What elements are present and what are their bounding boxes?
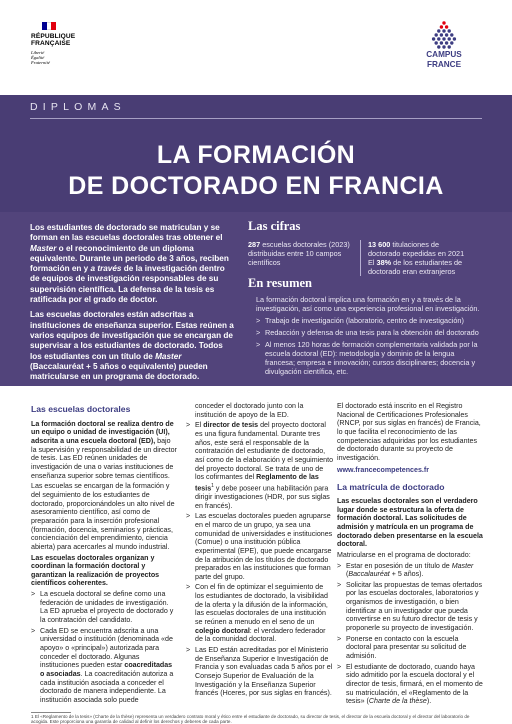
logo-dot: [442, 37, 445, 40]
resumen-title: En resumen: [248, 276, 313, 290]
logo-dot: [435, 33, 438, 36]
motto-fraternite: Fraternité: [31, 60, 50, 66]
resumen-intro: La formación doctoral implica una formación en y a través de la investigación, así como una experiencia profesional en investigación.: [256, 295, 480, 313]
cifras-title: Las cifras: [248, 219, 301, 233]
stat-titulaciones: 13 600 titulaciones de doctorado expedidas en 2021 El 38% de los estudiantes de doctorado eran extranjeros: [360, 240, 472, 276]
logo-dot: [432, 37, 435, 40]
french-flag-icon: [42, 22, 56, 30]
column-middle: conceder el doctorado junto con la institución de apoyo de la ED. > El director de tesis del proyecto doctoral es una figura fundamental. Durante tres años, este será el responsable de la contratación del estudiante de doctorado, así como de la elaboración y el seguimiento del proyecto doctoral. Se trata de uno de los cofirmantes del Reglamento de las tesis$^1$ y debe poseer una habilitación para dirigir investigaciones (HDR, por sus siglas en francés). > Las escuelas doctorales pueden agruparse en el marco de un grupo, ya sea una comunidad de universidades e instituciones (Comue) o una institución pública experimental (EPE), que puede encargarse de la atribución de los títulos de doctorado preparados en las instituciones que forman parte del grupo. > Con el fin de optimizar el seguimiento de los estudiantes de doctorado, la visibilidad de la oferta y la difusión de la información, las escuelas doctorales de una institución se reúnen a menudo en el seno de un colegio doctoral: el verdadero federador de la comunidad doctoral. > Las ED están acreditadas por el Ministerio de Enseñanza Superior e Investigación de Francia y son evaluadas cada 5 años por el Consejo Superior de Evaluación de la Investigación y la Enseñanza Superior francés (Hceres, por sus siglas en francés).: [186, 402, 334, 698]
logo-dot: [448, 45, 451, 48]
motto-egalite: Égalité: [31, 55, 45, 61]
page-title-line2: DE DOCTORADO EN FRANCIA: [68, 172, 444, 200]
rf-name-line1: RÉPUBLIQUE: [31, 33, 76, 40]
logo-dot: [442, 29, 445, 32]
logo-dot: [442, 45, 445, 48]
logo-dot: [453, 37, 456, 40]
list-item: > Las ED están acreditadas por el Ministerio de Enseñanza Superior e Investigación de Francia y son evaluadas cada 5 años por el Consejo Superior de Evaluación de la Investigación y la Enseñanza Superior francés (Hceres, por sus siglas en francés).: [186, 646, 333, 698]
campus-france-line1: CAMPUS: [426, 50, 462, 59]
resumen-item: > Redacción y defensa de una tesis para la obtención del doctorado: [256, 328, 479, 337]
republique-francaise-logo: [31, 22, 91, 65]
intro-text: [30, 223, 236, 387]
campus-france-diamond-icon: [421, 20, 467, 50]
heading-escuelas: Las escuelas doctorales: [31, 404, 131, 414]
cifras-box: [248, 219, 480, 276]
logo-dot: [437, 45, 440, 48]
resumen-item: > Trabajo de investigación (laboratorio, centro de investigación): [256, 316, 464, 325]
campus-france-line2: FRANCE: [426, 59, 462, 69]
resumen-item: > Al menos 120 horas de formación complementaria validada por la escuela doctoral (ED): metodología y dominio de la lengua francesa; empresa e innovación; cursos disciplinares; docencia y divulgación científica, etc.: [256, 340, 478, 376]
column-matricula: El doctorado está inscrito en el Registro Nacional de Certificaciones Profesionales (RNCP, por sus siglas en francés) de Francia, lo que facilita el reconocimiento de las competencias adquiridas por los estudiantes de doctorado durante su proyecto de investigación. www.francecompetences.fr La matrícula de doctorado Las escuelas doctorales son el verdadero lugar donde se estructura la oferta de formación doctoral. Las solicitudes de admisión y matrícula en un programa de doctorado deben presentarse en la escuela doctoral. Matricularse en el programa de doctorado: > Estar en posesión de un título de Master (Baccalauréat + 5 años). > Solicitar las propuestas de temas ofertados por las escuelas doctorales, laboratorios y organismos de investigación, o bien identificar a un investigador que pueda convertirse en su futuro director de tesis y proponerle su proyecto de investigación. > Ponerse en contacto con la escuela doctoral para presentar su solicitud de admisión. > El estudiante de doctorado, cuando haya sido admitido por la escuela doctoral y el director de tesis, firmará, en el momento de su matriculación, el «Reglamento de la tesis» (Charte de la thèse).: [337, 402, 483, 706]
logo-dot: [437, 29, 440, 32]
intro-paragraph-1: Los estudiantes de doctorado se matriculan y se forman en las escuelas doctorales tras obtener el Master o el reconocimiento de un diploma equivalente. Durante un periodo de 3 años, reciben formación en y a través de la investigación dentro de equipos de investigación responsables de su supervisión científica. La defensa de la tesis es ratificada por el grado de doctor.: [30, 223, 229, 305]
list-item: > La escuela doctoral se define como una federación de unidades de investigación. La ED aprueba el proyecto de doctorado y la contratación del candidato.: [31, 590, 174, 625]
list-item: > Ponerse en contacto con la escuela doctoral para presentar su solicitud de admisión.: [337, 634, 467, 661]
logo-dot: [448, 29, 451, 32]
logo-dot: [448, 37, 451, 40]
intro-paragraph-2: Las escuelas doctorales están adscritas a instituciones de enseñanza superior. Estas reúnen a varios equipos de investigación que se encargan de supervisar a los estudiantes de doctorado. Todos los estudiantes con un título de Master (Baccalauréat + 5 años o equivalente) pueden matricularse en un programa de doctorado.: [30, 310, 234, 382]
campus-france-logo: [404, 20, 484, 69]
logo-dot: [440, 33, 443, 36]
logo-dot: [445, 25, 448, 28]
logo-dot: [445, 41, 448, 44]
footnote: 1 El «Reglamento de la tesis» (Charte de la thèse) representa un verdadero contrato moral y ético entre el estudiante de doctorado, su director de tesis, el director de la escuela doctoral y el director del laboratorio de acogida. Este proporciona una garantía de calidad al definir los derechos y deberes de cada parte.: [31, 714, 470, 724]
list-item: > El director de tesis del proyecto doctoral es una figura fundamental. Durante tres años, este será el responsable de la contratación del estudiante de doctorado, así como de la elaboración y el seguimiento del proyecto doctoral. Se trata de uno de los cofirmantes del Reglamento de las tesis$^1$ y debe poseer una habilitación para dirigir investigaciones (HDR, por sus siglas en francés).: [186, 421, 334, 510]
list-item: > El estudiante de doctorado, cuando haya sido admitido por la escuela doctoral y el director de tesis, firmará, en el momento de su matriculación, el «Reglamento de la tesis» (Charte de la thèse).: [337, 662, 483, 706]
logo-dot: [440, 25, 443, 28]
footnote-divider: [31, 712, 71, 713]
motto-liberte: Liberté: [31, 49, 45, 55]
section-divider: [30, 118, 482, 119]
logo-dot: [437, 37, 440, 40]
list-item: > Las escuelas doctorales pueden agruparse en el marco de un grupo, ya sea una comunidad de universidades e instituciones (Comue) o una institución pública experimental (EPE), que puede encargarse de la atribución de los títulos de doctorado preparados en las instituciones que forman parte del grupo.: [186, 512, 333, 581]
list-item: > Cada ED se encuentra adscrita a una universidad o institución (denominada «de apoyo» o «principal») autorizada para conceder el doctorado. Algunas instituciones pueden estar coacreditadas o asociadas. La coacreditación autoriza a cada institución asociada a conceder el doctorado de manera independiente. La institución asociada solo puede: [31, 626, 174, 704]
stat-escuelas: 287 escuelas doctorales (2023) distribuidas entre 10 campos científicos: [248, 240, 350, 267]
logo-dot: [442, 21, 445, 24]
logo-dot: [435, 41, 438, 44]
section-label: DIPLOMAS: [30, 101, 126, 113]
resumen-box: [248, 276, 480, 379]
page-title-line1: LA FORMACIÓN: [156, 141, 356, 169]
france-competences-link[interactable]: www.francecompetences.fr: [337, 465, 429, 474]
logo-dot: [440, 41, 443, 44]
list-item: > Estar en posesión de un título de Master (Baccalauréat + 5 años).: [337, 561, 474, 579]
logo-dot: [445, 33, 448, 36]
logo-dot: [450, 41, 453, 44]
heading-matricula: La matrícula de doctorado: [337, 482, 445, 493]
list-item: > Solicitar las propuestas de temas ofertados por las escuelas doctorales, laboratorios y organismos de investigación, o bien identificar a un investigador que pueda convertirse en su futuro director de tesis y proponerle su proyecto de investigación.: [337, 580, 483, 633]
logo-dot: [450, 33, 453, 36]
list-item: > Con el fin de optimizar el seguimiento de los estudiantes de doctorado, la visibilidad de la oferta y la difusión de la información, las escuelas doctorales de una institución se reúnen a menudo en el seno de un colegio doctoral: el verdadero federador de la comunidad doctoral.: [186, 583, 328, 644]
rf-name-line2: FRANÇAISE: [31, 40, 71, 48]
column-escuelas: Las escuelas doctorales La formación doctoral se realiza dentro de un equipo o unidad de investigación (UI), adscrita a una escuela doctoral (ED), bajo la supervisión y responsabilidad de un director de tesis. Las ED reúnen unidades de investigación de una o varias instituciones de enseñanza superior sobre temas científicos. Las escuelas se encargan de la formación y del seguimiento de los estudiantes de doctorado, proporcionándoles un alto nivel de asesoramiento científico, así como de preparación para la inserción profesional (formación, docencia, seminarios y prácticas, concienciación del emprendimiento, ciencia abierta) para acercarles al mundo industrial. Las escuelas doctorales organizan y coordinan la formación doctoral y garantizan la realización de proyectos científicos coherentes. > La escuela doctoral se define como una federación de unidades de investigación. La ED aprueba el proyecto de doctorado y la contratación del candidato. > Cada ED se encuentra adscrita a una universidad o institución (denominada «de apoyo» o «principal») autorizada para conceder el doctorado. Algunas instituciones pueden estar coacreditadas o asociadas. La coacreditación autoriza a cada institución asociada a conceder el doctorado de manera independiente. La institución asociada solo puede: [31, 404, 177, 704]
